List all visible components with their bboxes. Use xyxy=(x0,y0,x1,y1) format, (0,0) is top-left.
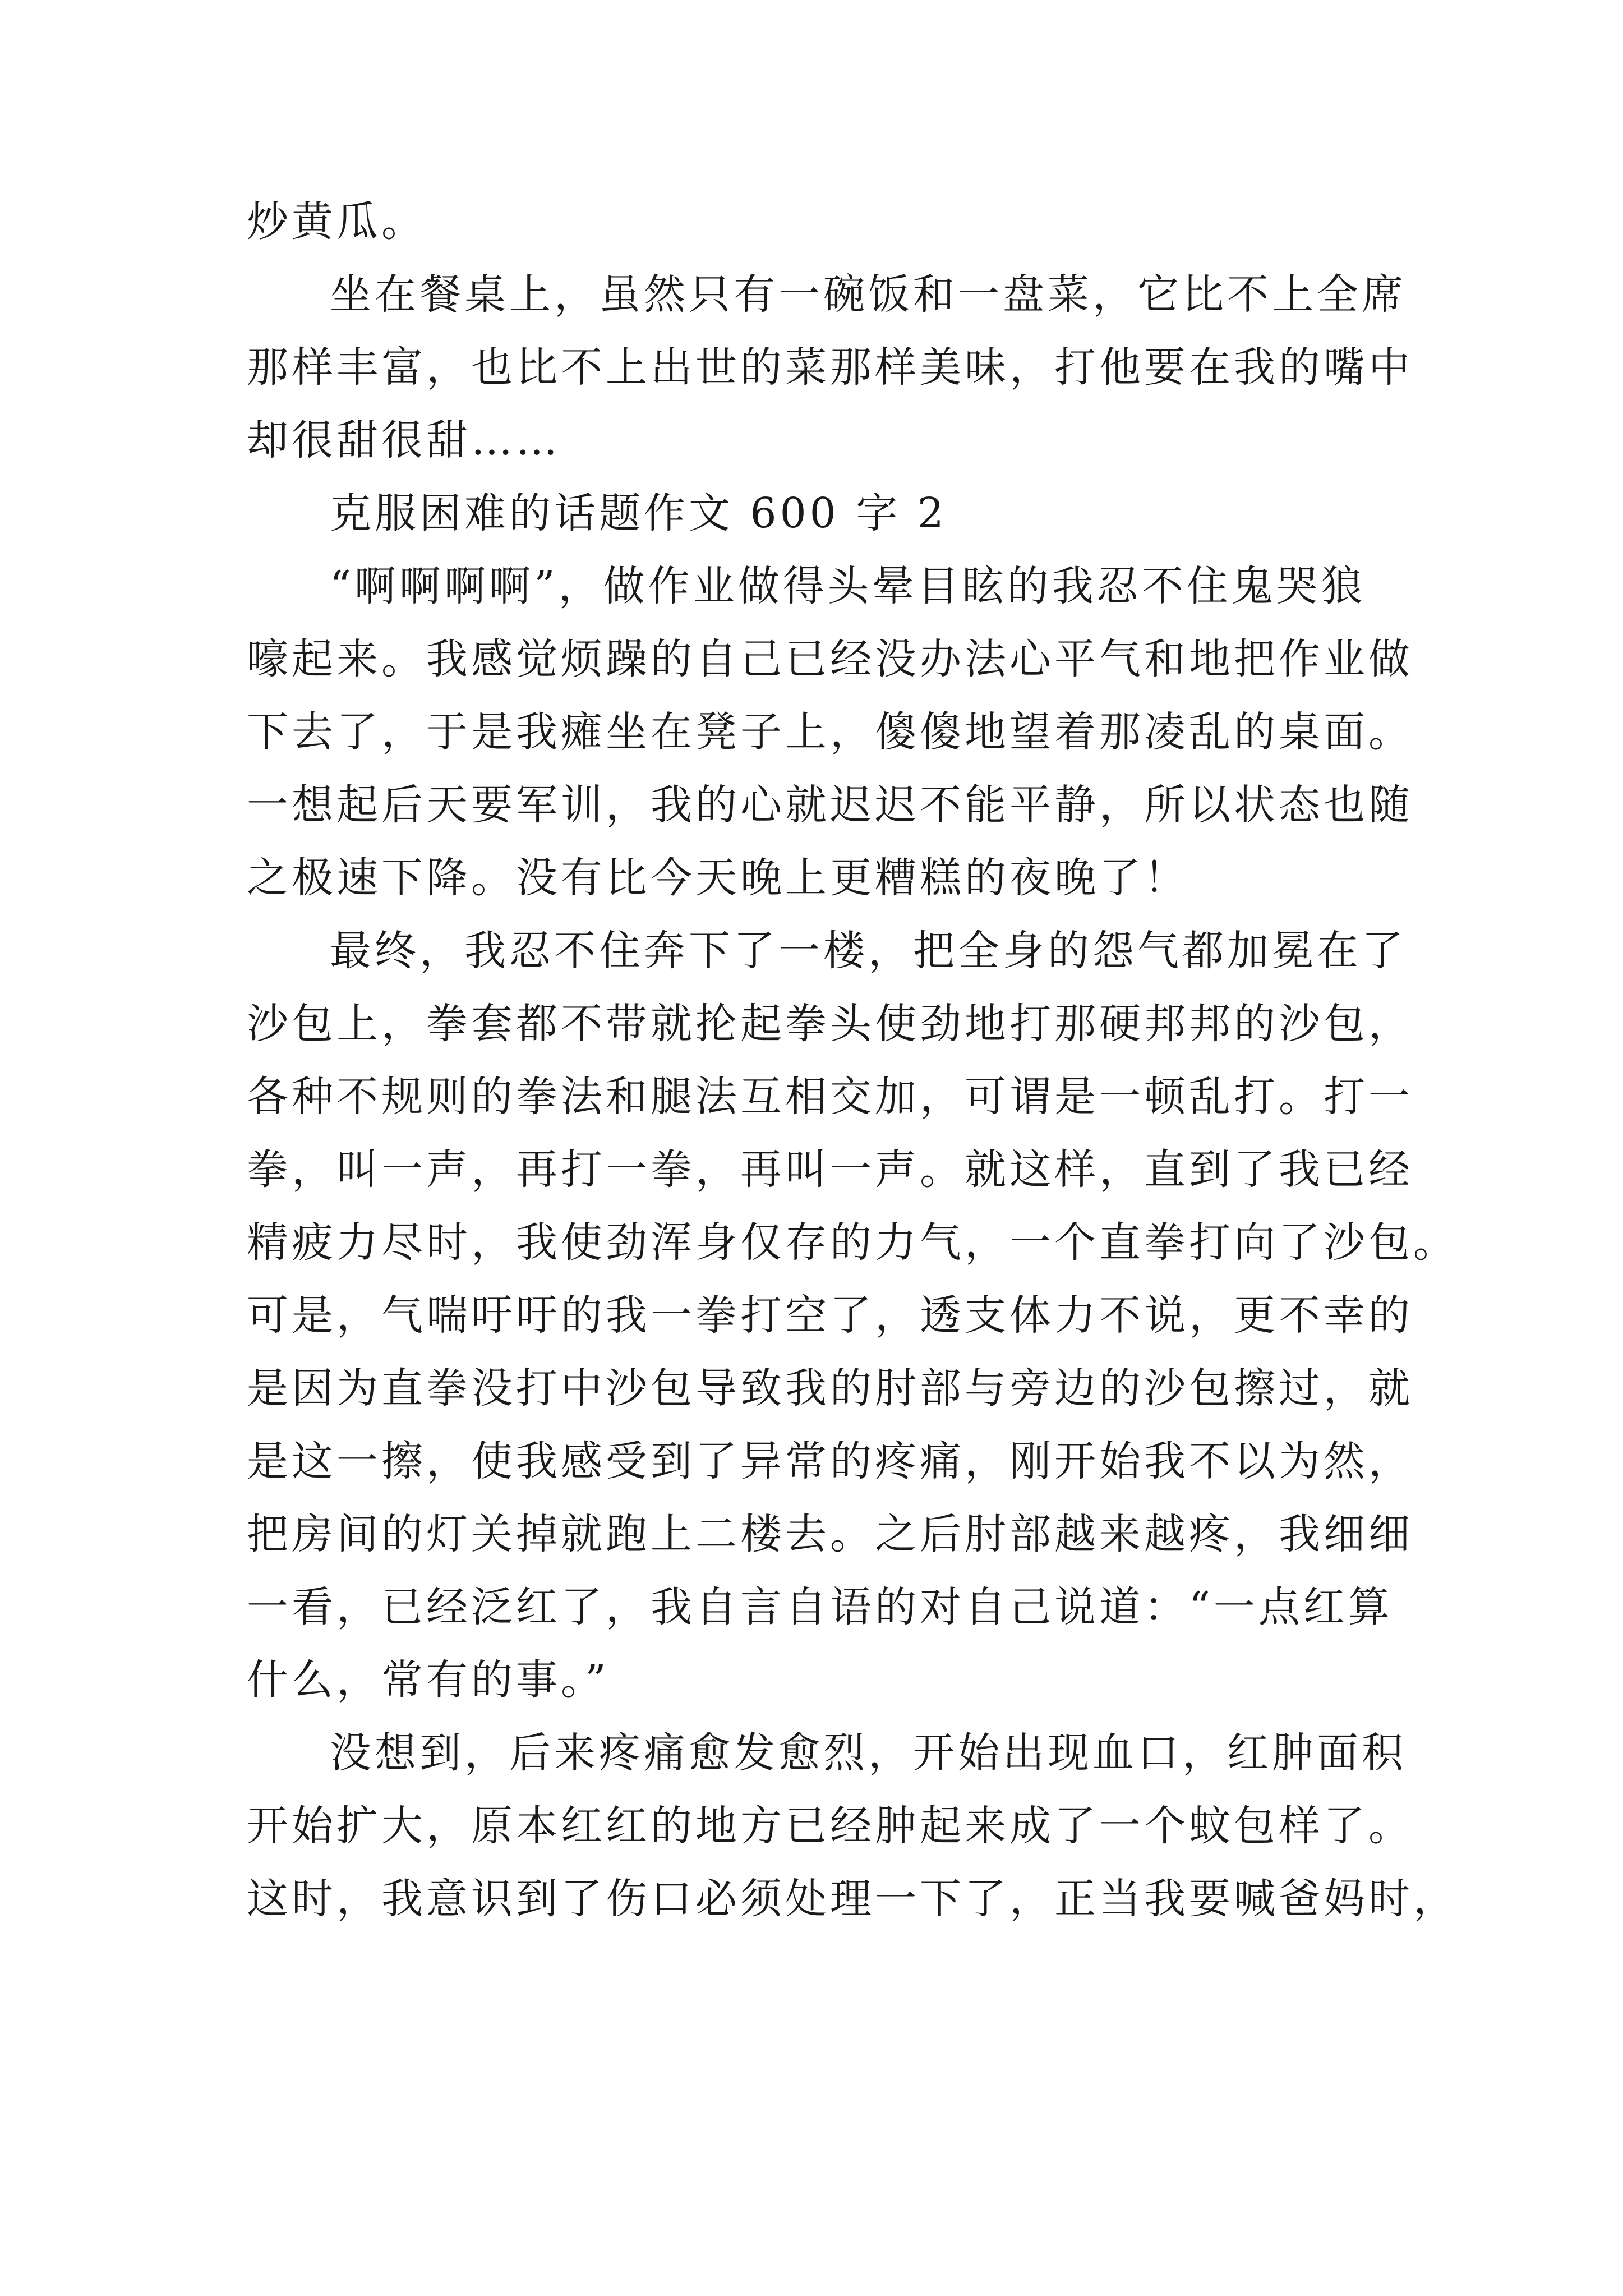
text-line: 拳，叫一声，再打一拳，再叫一声。就这样，直到了我已经 xyxy=(247,1145,1413,1194)
text-line: 没想到，后来疼痛愈发愈烈，开始出现血口，红肿面积 xyxy=(330,1729,1407,1777)
text-line: 一想起后天要军训，我的心就迟迟不能平静，所以状态也随 xyxy=(247,781,1413,829)
text-line: 最终，我忍不住奔下了一楼，把全身的怨气都加冕在了 xyxy=(330,927,1407,975)
text-line: 嚎起来。我感觉烦躁的自己已经没办法心平气和地把作业做 xyxy=(247,635,1413,683)
text-line: 把房间的灯关掉就跑上二楼去。之后肘部越来越疼，我细细 xyxy=(247,1510,1413,1558)
text-line: 精疲力尽时，我使劲浑身仅存的力气，一个直拳打向了沙包。 xyxy=(247,1218,1458,1267)
text-line: 各种不规则的拳法和腿法互相交加，可谓是一顿乱打。打一 xyxy=(247,1073,1413,1121)
text-line: 是因为直拳没打中沙包导致我的肘部与旁边的沙包擦过，就 xyxy=(247,1364,1413,1412)
section-heading: 克服困难的话题作文 600 字 2 xyxy=(330,489,947,537)
essay-body xyxy=(247,185,1458,1935)
text-line: 什么，常有的事。” xyxy=(247,1656,610,1704)
text-line: 是这一擦，使我感受到了异常的疼痛，刚开始我不以为然， xyxy=(247,1437,1413,1485)
text-line: 却很甜很甜…… xyxy=(247,416,561,464)
text-line: 那样丰富，也比不上出世的菜那样美味，打他要在我的嘴中 xyxy=(247,343,1413,392)
text-line: 这时，我意识到了伤口必须处理一下了，正当我要喊爸妈时， xyxy=(247,1875,1458,1923)
text-line: 坐在餐桌上，虽然只有一碗饭和一盘菜，它比不上全席 xyxy=(330,270,1407,319)
text-line: 沙包上，拳套都不带就抡起拳头使劲地打那硬邦邦的沙包， xyxy=(247,1000,1413,1048)
text-line: “啊啊啊啊”，做作业做得头晕目眩的我忍不住鬼哭狼 xyxy=(330,562,1366,610)
text-line: 下去了，于是我瘫坐在凳子上，傻傻地望着那凌乱的桌面。 xyxy=(247,708,1413,756)
text-line: 一看，已经泛红了，我自言自语的对自己说道：“一点红算 xyxy=(247,1583,1393,1631)
text-line: 可是，气喘吁吁的我一拳打空了，透支体力不说，更不幸的 xyxy=(247,1291,1413,1340)
text-line: 开始扩大，原本红红的地方已经肿起来成了一个蚊包样了。 xyxy=(247,1802,1413,1850)
text-line: 之极速下降。没有比今天晚上更糟糕的夜晚了！ xyxy=(247,854,1189,902)
text-line: 炒黄瓜。 xyxy=(247,197,426,246)
